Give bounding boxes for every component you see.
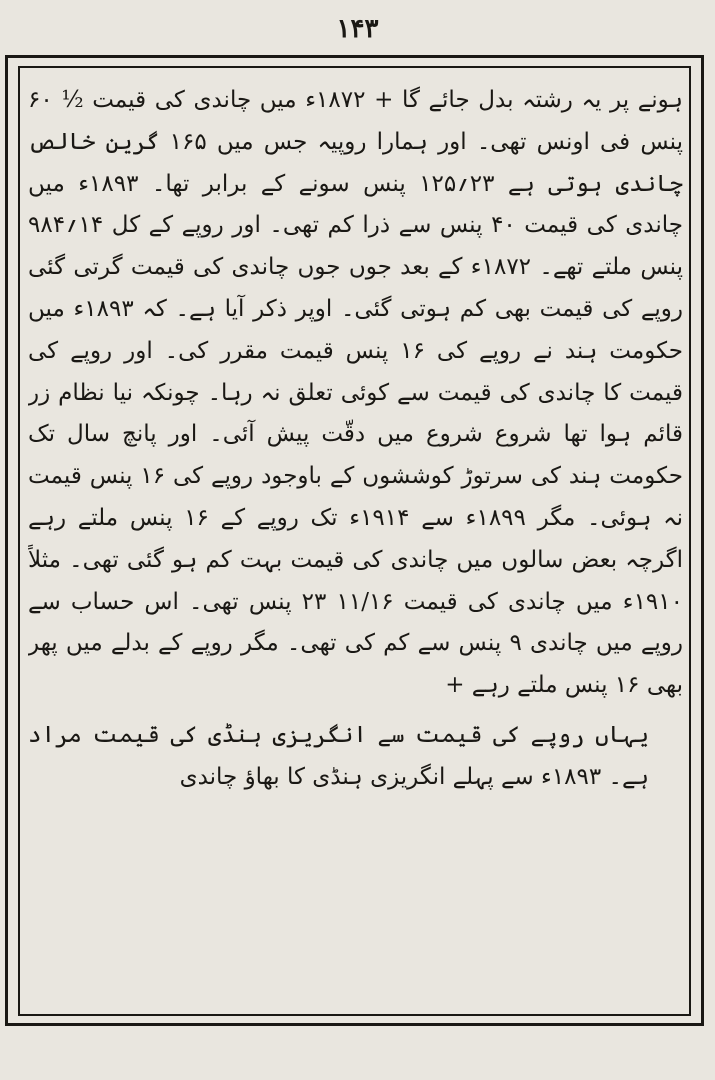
page-number: ۱۴۳ bbox=[336, 14, 379, 44]
text-body bbox=[28, 80, 683, 1015]
paragraph: ہونے پر یہ رشتہ بدل جائے گا + ۱۸۷۲ء میں چاندی کی قیمت ½ ۶۰ پنس فی اونس تھی۔ اور ہمارا روپیہ جس میں ۱۶۵ گرین خالص چاندی ہوتی ہے ۲۳؍۱۲۵ پنس سونے کے برابر تھا۔ ۱۸۹۳ء میں چاندی کی قیمت ۴۰ پنس سے ذرا کم تھی۔ اور روپے کے کل ۱۴؍۹۸۴ پنس ملتے تھے۔ ۱۸۷۲ء کے بعد جوں جوں چاندی کی قیمت گرتی گئی روپے کی قیمت بھی کم ہوتی گئی۔ اوپر ذکر آیا ہے۔ کہ ۱۸۹۳ء میں حکومت ہند نے روپے کی ۱۶ پنس قیمت مقرر کی۔ اور روپے کی قیمت کا چاندی کی قیمت سے کوئی تعلق نہ رہا۔ چونکہ نیا نظام زر قائم ہوا تھا شروع شروع میں دقّت پیش آئی۔ اور پانچ سال تک حکومت ہند کی سرتوڑ کوششوں کے باوجود روپے کی ۱۶ پنس قیمت نہ ہوئی۔ مگر ۱۸۹۹ء سے ۱۹۱۴ء تک روپے کے ۱۶ پنس ملتے رہے اگرچہ بعض سالوں میں چاندی کی قیمت بہت کم ہو گئی تھی۔ مثلاً ۱۹۱۰ء میں چاندی کی قیمت ۱۱/۱۶ ۲۳ پنس تھی۔ اس حساب سے روپے میں چاندی ۹ پنس سے کم کی تھی۔ مگر روپے کے بدلے میں پھر بھی ۱۶ پنس ملتے رہے + bbox=[28, 87, 683, 699]
paragraph: یہاں روپے کی قیمت سے انگریزی ہنڈی کی قیمت مراد ہے۔ ۱۸۹۳ء سے پہلے انگریزی ہنڈی کا بھاؤ چاندی bbox=[28, 721, 649, 790]
